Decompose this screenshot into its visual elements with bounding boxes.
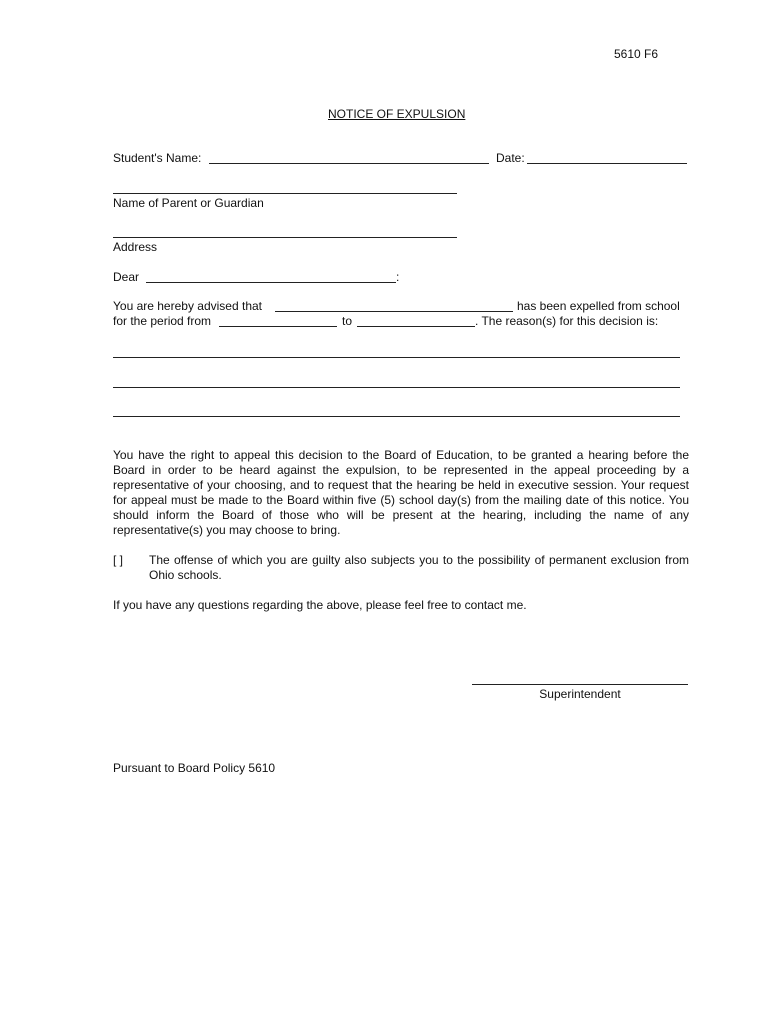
dear-colon: : — [396, 270, 400, 284]
reason-line-1[interactable] — [113, 357, 680, 358]
policy-text: Pursuant to Board Policy 5610 — [113, 761, 276, 775]
period-from-field[interactable] — [219, 326, 337, 327]
period-text-1: for the period from — [113, 314, 212, 328]
address-label: Address — [113, 240, 158, 254]
parent-name-field[interactable] — [113, 193, 457, 194]
advised-text-1: You are hereby advised that — [113, 299, 262, 313]
expelled-student-field[interactable] — [275, 311, 513, 312]
advised-text-2: has been expelled from school — [517, 299, 680, 313]
student-name-field[interactable] — [209, 163, 489, 164]
date-field[interactable] — [527, 163, 687, 164]
signature-label: Superintendent — [539, 687, 621, 701]
appeal-paragraph: You have the right to appeal this decision to the Board of Education, to be granted a hearing before the Board in order to be heard against the expulsion, to be represented in the appeal proceeding by a representative of your choosing, and to request that the hearing be held in executive session. Your request for appeal must be made to the Board within five (5) school day(s) from the mailing date of this notice. You should inform the Board of those who will be present at the hearing, including the name of any representative(s) you may choose to bring. — [113, 448, 689, 537]
date-label: Date: — [496, 151, 525, 165]
dear-name-field[interactable] — [146, 282, 396, 283]
signature-line[interactable] — [472, 684, 688, 685]
form-code: 5610 F6 — [614, 47, 659, 61]
page-title: NOTICE OF EXPULSION — [328, 107, 466, 121]
dear-label: Dear — [113, 270, 140, 284]
address-field[interactable] — [113, 237, 457, 238]
student-name-label: Student's Name: — [113, 151, 202, 165]
period-to-field[interactable] — [357, 326, 475, 327]
reason-line-3[interactable] — [113, 416, 680, 417]
parent-label: Name of Parent or Guardian — [113, 196, 264, 210]
offense-checkbox[interactable]: [ ] — [113, 553, 124, 567]
questions-text: If you have any questions regarding the above, please feel free to contact me. — [113, 598, 527, 612]
period-text-3: . The reason(s) for this decision is: — [475, 314, 659, 328]
period-text-2: to — [342, 314, 353, 328]
offense-text: The offense of which you are guilty also subjects you to the possibility of permanent exclusion from Ohio schools. — [149, 553, 689, 582]
reason-line-2[interactable] — [113, 387, 680, 388]
